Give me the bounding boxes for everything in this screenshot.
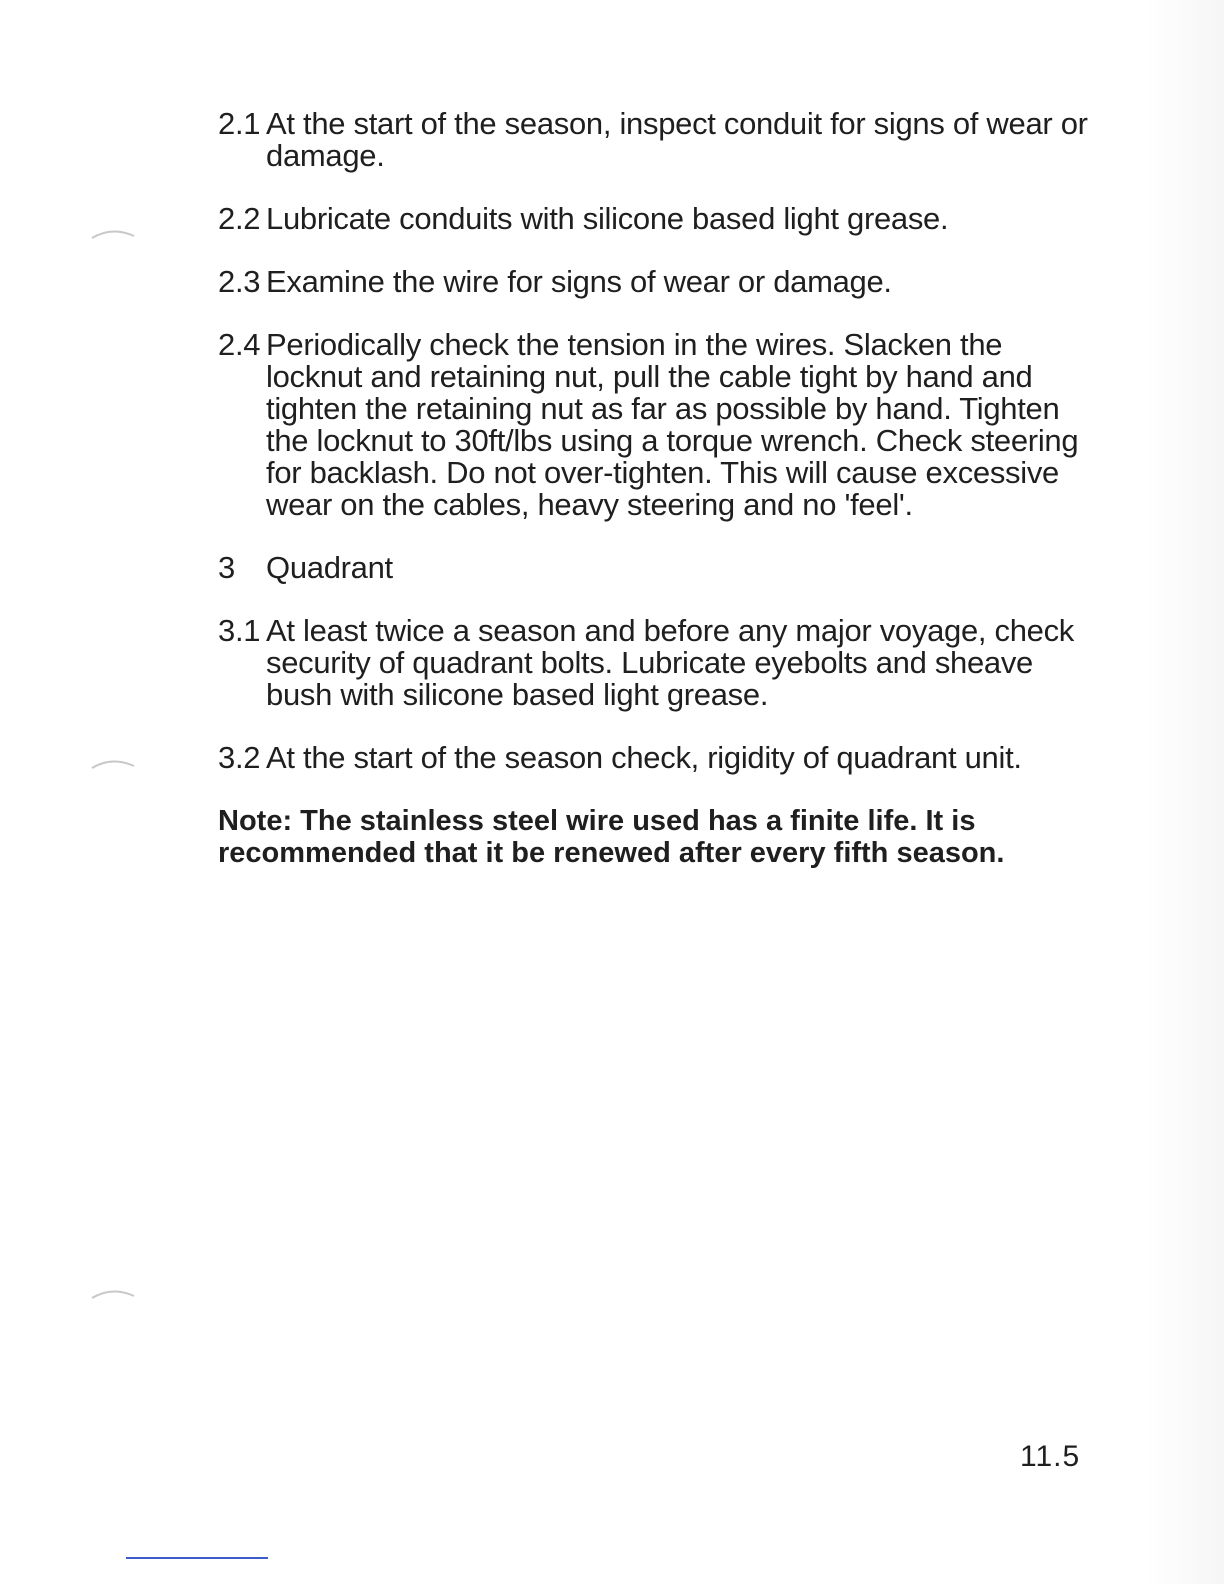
section-title: Quadrant	[266, 550, 393, 585]
maintenance-instructions	[218, 108, 1088, 869]
instruction-item	[218, 203, 1088, 235]
punch-hole-mark	[88, 222, 138, 252]
item-number: 3.2	[218, 740, 261, 775]
warning-note: Note: The stainless steel wire used has a finite life. It is recommended that it be renewed after every fifth season.	[218, 805, 1005, 869]
item-number: 2.2	[218, 201, 261, 236]
footer-rule	[126, 1557, 268, 1559]
item-text: At the start of the season check, rigidity of quadrant unit.	[266, 740, 1022, 775]
instruction-item	[218, 108, 1088, 172]
item-text: Examine the wire for signs of wear or damage.	[266, 264, 892, 299]
item-text: At the start of the season, inspect conduit for signs of wear or damage.	[266, 106, 1088, 173]
scan-edge-shading	[1144, 0, 1224, 1584]
item-text: Periodically check the tension in the wires. Slacken the locknut and retaining nut, pull the cable tight by hand and tighten the retaining nut as far as possible by hand. Tighten the locknut to 30ft/lbs using a torque wrench. Check steering for backlash. Do not over-tighten. This will cause excessive wear on the cables, heavy steering and no 'feel'.	[266, 327, 1079, 522]
instruction-item	[218, 742, 1088, 774]
item-number: 2.4	[218, 327, 261, 362]
instruction-item	[218, 615, 1088, 711]
item-number: 2.3	[218, 264, 261, 299]
instruction-item	[218, 266, 1088, 298]
item-number: 2.1	[218, 106, 261, 141]
item-number: 3.1	[218, 613, 261, 648]
punch-hole-mark	[88, 1282, 138, 1312]
section-heading	[218, 552, 1088, 584]
item-text: Lubricate conduits with silicone based light grease.	[266, 201, 949, 236]
section-number: 3	[218, 550, 235, 585]
instruction-item	[218, 329, 1088, 521]
page-number: 11.5	[1020, 1440, 1081, 1473]
punch-hole-mark	[88, 752, 138, 782]
item-text: At least twice a season and before any major voyage, check security of quadrant bolts. Lubricate eyebolts and sheave bush with silicone based light grease.	[266, 613, 1075, 712]
